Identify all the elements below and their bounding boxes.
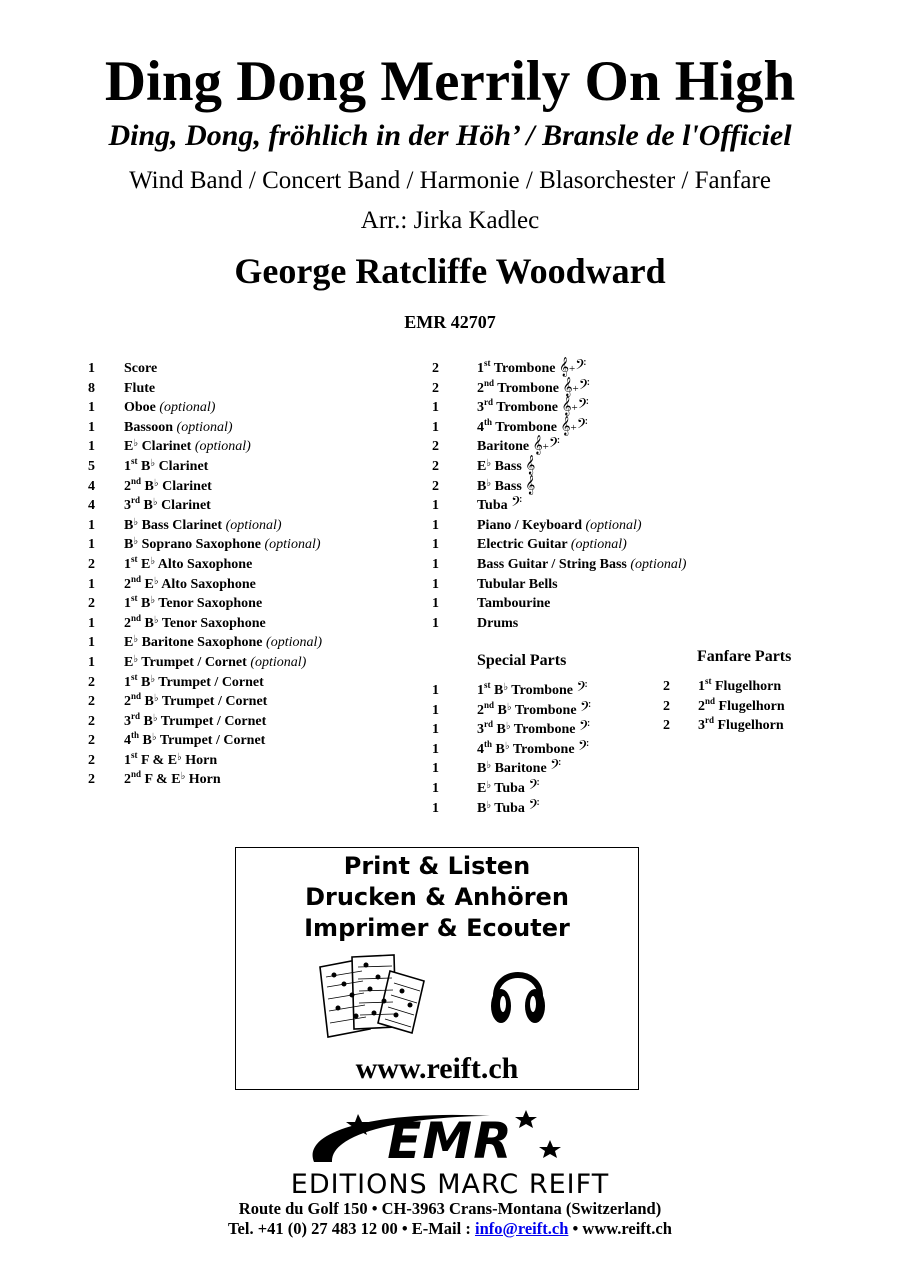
contact-email-link[interactable]: info@reift.ch — [474, 1219, 569, 1238]
ordinal-suffix: nd — [131, 769, 142, 780]
part-name: Tuba 𝄢 — [477, 494, 523, 514]
sheet-music-icon — [316, 953, 428, 1039]
part-quantity: 1 — [88, 576, 95, 592]
part-name: B♭ Soprano Saxophone (optional) — [124, 536, 321, 553]
part-row — [432, 454, 762, 477]
part-quantity: 2 — [432, 439, 439, 455]
part-name: 3rd B♭ Clarinet — [124, 495, 211, 514]
ordinal-suffix: rd — [484, 719, 493, 730]
part-row — [432, 759, 662, 779]
ordinal-suffix: rd — [705, 715, 714, 726]
part-row — [432, 698, 662, 721]
part-name: Bass Guitar / String Bass (optional) — [477, 556, 687, 572]
part-row — [432, 594, 762, 614]
bass-clef-icon: 𝄢 — [548, 435, 560, 455]
part-row — [88, 692, 418, 712]
part-quantity: 4 — [88, 478, 95, 494]
part-name: Score — [124, 361, 158, 376]
flat-sign: ♭ — [133, 536, 139, 548]
part-name: Piano / Keyboard (optional) — [477, 517, 642, 533]
promo-line-imprimer: Imprimer & Ecouter — [304, 914, 570, 942]
part-name: 4th B♭ Trombone 𝄢 — [477, 737, 589, 757]
ordinal-suffix: th — [484, 738, 493, 749]
part-name: 1st B♭ Clarinet — [124, 455, 209, 474]
flat-sign: ♭ — [153, 477, 159, 489]
treble-clef-icon: 𝄞 — [560, 415, 571, 435]
ordinal-suffix: st — [484, 358, 491, 368]
part-row — [432, 737, 662, 760]
part-quantity: 1 — [432, 741, 439, 757]
part-name: 3rd B♭ Trumpet / Cornet — [124, 710, 267, 729]
part-quantity: 2 — [663, 698, 670, 714]
part-row — [88, 594, 418, 614]
part-name: 1st Flugelhorn — [698, 676, 782, 694]
part-name: Bassoon (optional) — [124, 419, 233, 435]
ordinal-suffix: nd — [131, 475, 142, 486]
ordinal-suffix: nd — [705, 695, 716, 706]
treble-clef-icon: 𝄞 — [561, 396, 572, 416]
catalog-code: EMR 42707 — [404, 312, 496, 332]
part-row — [88, 359, 418, 379]
bass-clef-icon: 𝄢 — [576, 679, 588, 698]
part-quantity: 2 — [88, 733, 95, 749]
part-name: 2nd Flugelhorn — [698, 695, 785, 714]
part-name: Tambourine — [477, 596, 551, 612]
part-name: 2nd B♭ Trombone 𝄢 — [477, 698, 591, 718]
part-quantity: 1 — [88, 439, 95, 455]
part-name: 1st B♭ Trombone 𝄢 — [477, 679, 588, 698]
plus-sign: + — [571, 402, 578, 415]
flat-sign: ♭ — [180, 771, 186, 783]
part-row — [88, 614, 418, 634]
part-row — [432, 376, 762, 399]
fanfare-parts-heading: Fanfare Parts — [697, 648, 792, 665]
plus-sign: + — [569, 363, 576, 375]
part-quantity: 1 — [432, 683, 439, 698]
bass-clef-icon: 𝄢 — [575, 357, 587, 376]
part-row — [88, 633, 418, 653]
optional-note: (optional) — [630, 556, 687, 572]
flat-sign: ♭ — [153, 575, 159, 587]
part-row — [88, 477, 418, 497]
part-row — [88, 712, 418, 732]
optional-note: (optional) — [264, 537, 321, 553]
part-row — [432, 575, 762, 595]
part-name: E♭ Trumpet / Cornet (optional) — [124, 653, 307, 670]
part-row — [88, 418, 418, 438]
flat-sign: ♭ — [150, 555, 156, 567]
part-quantity: 5 — [88, 458, 95, 474]
part-name: E♭ Bass 𝄞 — [477, 454, 536, 474]
flat-sign: ♭ — [506, 701, 512, 713]
part-quantity: 2 — [663, 718, 670, 734]
part-name: 2nd B♭ Clarinet — [124, 475, 212, 494]
part-name: 1st F & E♭ Horn — [124, 749, 218, 768]
flat-sign: ♭ — [133, 653, 139, 665]
part-name: 2nd Trombone 𝄞+𝄢 — [477, 376, 590, 396]
part-quantity: 2 — [88, 556, 95, 572]
optional-note: (optional) — [225, 517, 282, 533]
bass-clef-icon: 𝄢 — [550, 757, 562, 777]
part-name: 1st B♭ Trumpet / Cornet — [124, 671, 264, 690]
flat-sign: ♭ — [133, 516, 139, 528]
flat-sign: ♭ — [133, 634, 139, 646]
flat-sign: ♭ — [486, 779, 492, 791]
flat-sign: ♭ — [152, 497, 158, 509]
ordinal-suffix: rd — [131, 495, 140, 506]
part-quantity: 1 — [432, 498, 439, 514]
part-quantity: 1 — [432, 556, 439, 572]
optional-note: (optional) — [194, 439, 251, 455]
bass-clef-icon: 𝄢 — [578, 376, 590, 396]
part-quantity: 2 — [88, 694, 95, 710]
parts-list-middle — [432, 359, 762, 633]
part-row — [432, 720, 662, 740]
part-row — [432, 776, 662, 799]
part-row — [88, 770, 418, 790]
part-row — [432, 359, 762, 379]
ordinal-suffix: nd — [131, 573, 142, 584]
ordinal-suffix: rd — [484, 397, 493, 408]
ordinal-suffix: nd — [131, 612, 142, 623]
promo-box — [235, 847, 639, 1090]
part-quantity: 2 — [88, 596, 95, 612]
flat-sign: ♭ — [177, 751, 182, 763]
part-row — [88, 398, 418, 418]
flat-sign: ♭ — [486, 760, 492, 772]
part-name: B♭ Baritone 𝄢 — [477, 757, 562, 777]
ordinal-suffix: st — [131, 671, 138, 682]
ordinal-suffix: st — [131, 593, 138, 604]
part-quantity: 4 — [88, 498, 95, 514]
ordinal-suffix: st — [131, 749, 138, 760]
flat-sign: ♭ — [133, 438, 139, 450]
publisher-address: Route du Golf 150 • CH-3963 Crans-Montana (Switzerland) — [238, 1199, 662, 1218]
ordinal-suffix: th — [131, 730, 140, 741]
part-quantity: 2 — [432, 478, 439, 494]
part-name: B♭ Bass 𝄞 — [477, 474, 536, 494]
part-name: 1st B♭ Tenor Saxophone — [124, 593, 263, 612]
part-name: 3rd Flugelhorn — [698, 715, 784, 734]
part-row — [432, 496, 762, 516]
part-row — [88, 457, 418, 477]
flat-sign: ♭ — [486, 799, 492, 811]
part-quantity: 1 — [432, 761, 439, 777]
part-row — [432, 398, 762, 418]
optional-note: (optional) — [250, 654, 307, 670]
flat-sign: ♭ — [505, 721, 511, 733]
part-name: Tubular Bells — [477, 576, 558, 592]
part-name: 2nd F & E♭ Horn — [124, 769, 221, 788]
part-quantity: 1 — [432, 596, 439, 612]
part-row — [432, 614, 762, 634]
part-row — [88, 575, 418, 595]
part-row — [88, 535, 418, 555]
ordinal-suffix: st — [131, 553, 138, 564]
ensemble: Wind Band / Concert Band / Harmonie / Blasorchester / Fanfare — [129, 167, 771, 194]
bass-clef-icon: 𝄢 — [528, 776, 540, 796]
treble-clef-icon: 𝄞 — [525, 454, 536, 474]
optional-note: (optional) — [176, 419, 233, 435]
arranger: Arr.: Jirka Kadlec — [360, 207, 540, 234]
flat-sign: ♭ — [152, 712, 158, 724]
optional-note: (optional) — [266, 635, 323, 651]
ordinal-suffix: st — [131, 455, 138, 466]
part-quantity: 1 — [88, 419, 95, 435]
part-name: 2nd E♭ Alto Saxophone — [124, 573, 256, 592]
part-name: B♭ Tuba 𝄢 — [477, 796, 540, 816]
part-quantity: 1 — [88, 517, 95, 533]
parts-list-left — [88, 359, 418, 790]
flat-sign: ♭ — [151, 732, 157, 744]
part-quantity: 2 — [88, 752, 95, 768]
part-quantity: 1 — [88, 654, 95, 670]
headphones-icon — [488, 956, 548, 1028]
part-row — [88, 379, 418, 399]
part-name: Oboe (optional) — [124, 400, 216, 416]
part-name: Flute — [124, 380, 156, 396]
part-name: E♭ Clarinet (optional) — [124, 438, 251, 455]
treble-clef-icon: 𝄞 — [558, 357, 570, 376]
part-quantity: 1 — [432, 800, 439, 816]
part-name: E♭ Tuba 𝄢 — [477, 776, 540, 796]
part-row — [88, 751, 418, 771]
part-name: Baritone 𝄞+𝄢 — [477, 435, 560, 455]
promo-url[interactable]: www.reift.ch — [355, 1052, 519, 1085]
fanfare-parts-list — [663, 677, 863, 736]
part-quantity: 2 — [88, 674, 95, 690]
part-name: 4th Trombone 𝄞+𝄢 — [477, 415, 588, 435]
part-quantity: 2 — [663, 679, 670, 694]
part-quantity: 1 — [432, 722, 439, 738]
flat-sign: ♭ — [486, 477, 492, 489]
part-name: 1st E♭ Alto Saxophone — [124, 553, 253, 572]
part-name: 1st Trombone 𝄞+𝄢 — [477, 357, 587, 376]
plus-sign: + — [572, 382, 579, 395]
special-parts-list — [432, 681, 662, 818]
ordinal-suffix: nd — [131, 691, 142, 702]
part-row — [663, 697, 863, 717]
treble-clef-icon: 𝄞 — [562, 376, 573, 396]
part-quantity: 1 — [88, 400, 95, 416]
part-name: 3rd B♭ Trombone 𝄢 — [477, 718, 590, 738]
part-quantity: 1 — [432, 780, 439, 796]
part-quantity: 1 — [88, 361, 95, 376]
flat-sign: ♭ — [150, 457, 156, 469]
subtitle: Ding, Dong, fröhlich in der Höh’ / Bransle de l'Officiel — [108, 119, 792, 152]
part-quantity: 1 — [432, 517, 439, 533]
part-row — [88, 653, 418, 673]
part-row — [432, 415, 762, 438]
part-row — [88, 673, 418, 693]
part-quantity: 1 — [432, 702, 439, 718]
flat-sign: ♭ — [150, 673, 156, 685]
part-name: Electric Guitar (optional) — [477, 537, 627, 553]
flat-sign: ♭ — [153, 693, 159, 705]
part-quantity: 1 — [88, 635, 95, 651]
bass-clef-icon: 𝄢 — [577, 396, 589, 416]
emr-logo — [300, 1108, 600, 1178]
promo-line-drucken: Drucken & Anhören — [305, 883, 569, 911]
flat-sign: ♭ — [153, 614, 159, 626]
part-row — [432, 681, 662, 701]
logo-text: EMR — [387, 1112, 513, 1170]
part-quantity: 2 — [432, 361, 439, 376]
part-row — [432, 796, 662, 819]
bass-clef-icon: 𝄢 — [579, 718, 590, 738]
ordinal-suffix: st — [705, 676, 712, 686]
part-row — [88, 555, 418, 575]
publisher-name: EDITIONS MARC REIFT — [290, 1169, 610, 1200]
part-name: 4th B♭ Trumpet / Cornet — [124, 730, 266, 749]
part-row — [432, 535, 762, 555]
part-row — [432, 516, 762, 536]
part-row — [88, 437, 418, 457]
part-quantity: 2 — [432, 380, 439, 396]
part-quantity: 1 — [432, 576, 439, 592]
contact-web: • www.reift.ch — [568, 1219, 672, 1238]
flat-sign: ♭ — [503, 682, 509, 693]
part-quantity: 1 — [432, 400, 439, 416]
contact-phone: Tel. +41 (0) 27 483 12 00 • E-Mail : — [228, 1219, 475, 1238]
optional-note: (optional) — [159, 400, 216, 416]
plus-sign: + — [570, 421, 577, 434]
treble-clef-icon: 𝄞 — [532, 435, 543, 455]
part-row — [663, 677, 863, 697]
part-row — [432, 555, 762, 575]
part-quantity: 2 — [88, 772, 95, 788]
flat-sign: ♭ — [150, 595, 156, 607]
part-name: 3rd Trombone 𝄞+𝄢 — [477, 396, 589, 416]
part-row — [432, 437, 762, 457]
bass-clef-icon: 𝄢 — [580, 698, 591, 718]
part-quantity: 1 — [432, 419, 439, 435]
part-quantity: 2 — [88, 713, 95, 729]
publisher-contact — [0, 1219, 900, 1239]
bass-clef-icon: 𝄢 — [511, 494, 523, 514]
part-row — [88, 731, 418, 751]
part-name: Drums — [477, 615, 519, 631]
composer: George Ratcliffe Woodward — [234, 251, 666, 291]
part-name: E♭ Baritone Saxophone (optional) — [124, 634, 323, 651]
part-row — [663, 716, 863, 736]
part-quantity: 2 — [432, 458, 439, 474]
promo-line-print-listen: Print & Listen — [343, 852, 531, 880]
part-quantity: 1 — [88, 615, 95, 631]
flat-sign: ♭ — [486, 457, 492, 469]
plus-sign: + — [542, 441, 549, 454]
optional-note: (optional) — [585, 517, 642, 533]
part-name: 2nd B♭ Trumpet / Cornet — [124, 691, 268, 710]
part-row — [432, 474, 762, 497]
bass-clef-icon: 𝄢 — [576, 415, 588, 435]
treble-clef-icon: 𝄞 — [525, 474, 536, 494]
optional-note: (optional) — [570, 537, 627, 553]
page-title: Ding Dong Merrily On High — [104, 50, 796, 113]
part-row — [88, 496, 418, 516]
part-quantity: 1 — [432, 537, 439, 553]
part-quantity: 1 — [432, 615, 439, 631]
part-name: B♭ Bass Clarinet (optional) — [124, 516, 282, 533]
bass-clef-icon: 𝄢 — [528, 796, 540, 816]
ordinal-suffix: st — [484, 680, 491, 690]
part-row — [88, 516, 418, 536]
part-name: 2nd B♭ Tenor Saxophone — [124, 612, 266, 631]
ordinal-suffix: nd — [484, 699, 495, 710]
ordinal-suffix: nd — [484, 377, 495, 388]
special-parts-heading: Special Parts — [477, 652, 567, 669]
ordinal-suffix: rd — [131, 710, 140, 721]
part-quantity: 1 — [88, 537, 95, 553]
flat-sign: ♭ — [504, 740, 510, 752]
part-quantity: 8 — [88, 380, 95, 396]
ordinal-suffix: th — [484, 416, 493, 427]
bass-clef-icon: 𝄢 — [578, 737, 589, 757]
